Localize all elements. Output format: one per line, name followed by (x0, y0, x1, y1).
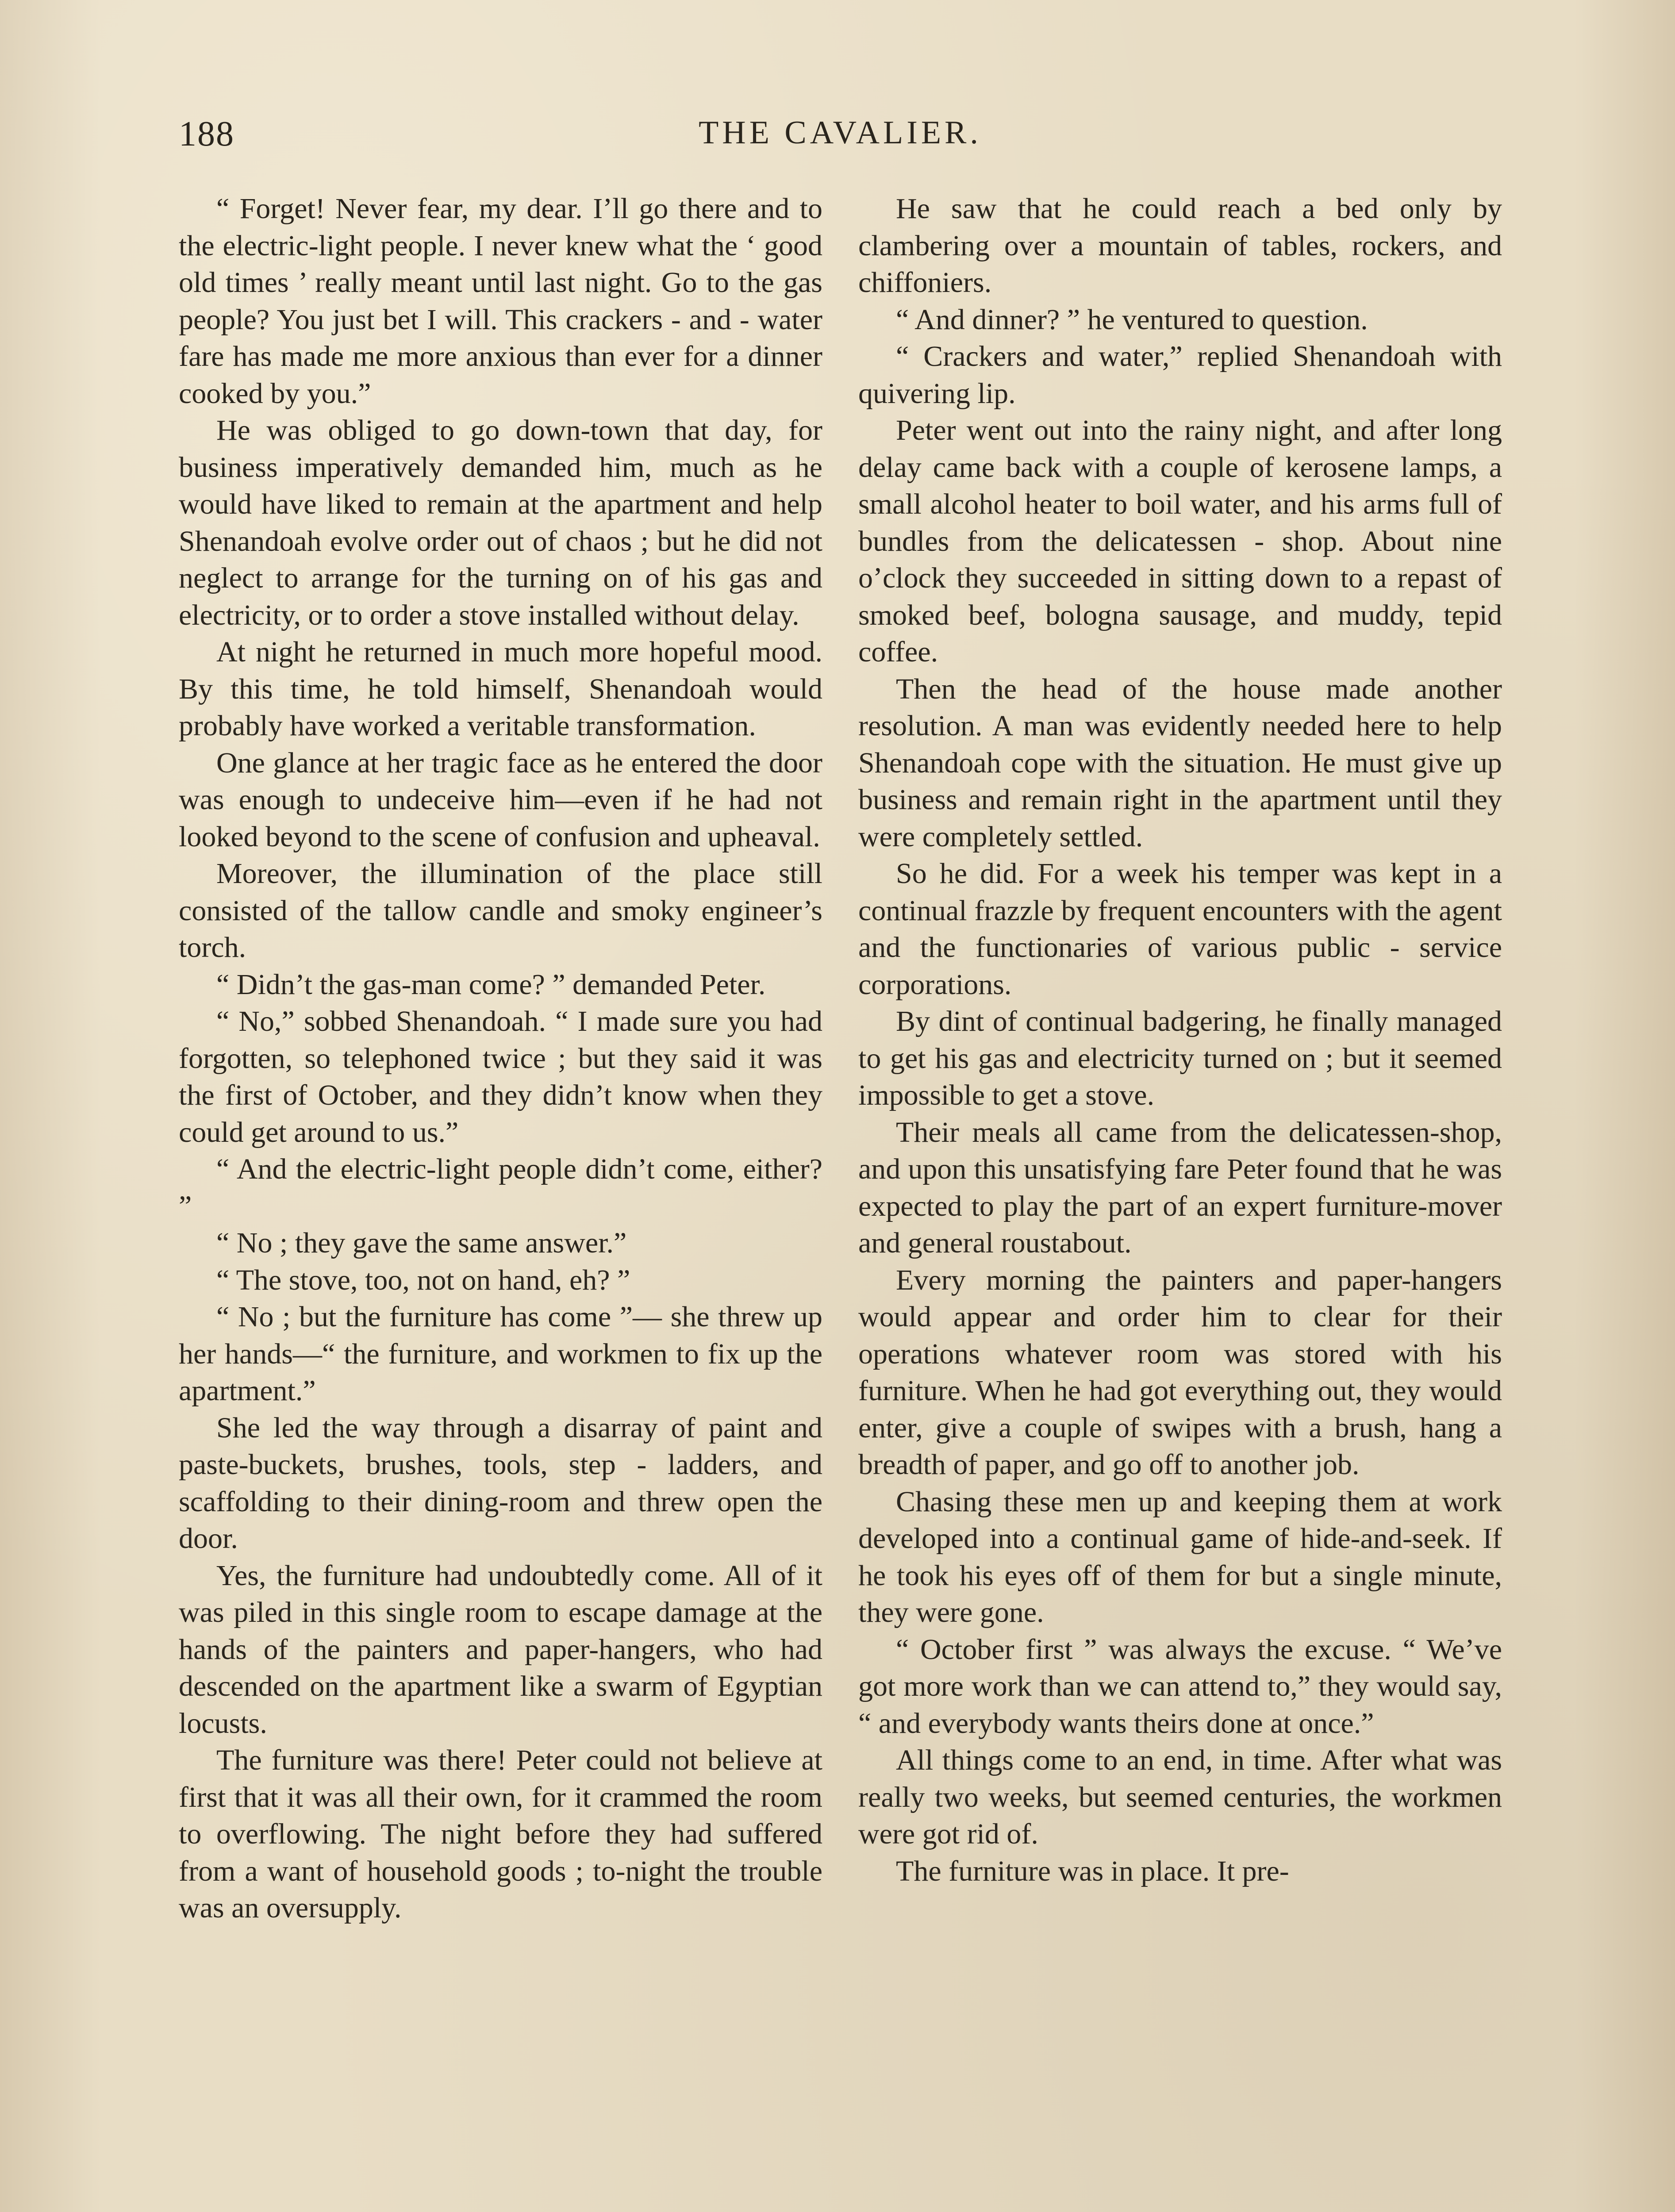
paragraph: Peter went out into the rainy night, and after long delay came back with a couple of kerosene lamps, a small alcohol heater to boil water, and his arms full of bundles from the delicatessen - shop. About nine o’clock they succeeded in sitting down to a repast of smoked beef, bologna sausage, and muddy, tepid coffee. (858, 414, 1502, 668)
paragraph: “ No ; they gave the same answer.” (216, 1227, 627, 1259)
page-header (179, 114, 1502, 167)
paragraph: All things come to an end, in time. After what was really two weeks, but seemed centuries, the workmen were got rid of. (858, 1744, 1502, 1850)
paragraph: By dint of continual badgering, he finally managed to get his gas and electricity turned on ; but it seemed impossible to get a stove. (858, 1005, 1502, 1111)
paragraph: The furniture was there! Peter could not believe at first that it was all their own, for it crammed the room to overflowing. The night before they had suffered from a want of household goods ; to-night the trouble was an oversupply. (179, 1744, 822, 1924)
paragraph: “ And the electric-light people didn’t come, either? ” (179, 1153, 822, 1222)
paragraph: Moreover, the illumination of the place still consisted of the tallow candle and smoky engineer’s torch. (179, 857, 822, 964)
paragraph: At night he returned in much more hopeful mood. By this time, he told himself, Shenandoah would probably have worked a veritable transformation. (179, 636, 822, 742)
page-number: 188 (179, 115, 234, 154)
paragraph: “ And dinner? ” he ventured to question. (896, 303, 1368, 336)
paragraph: “ October first ” was always the excuse. “ We’ve got more work than we can attend to,” they would say, “ and everybody wants theirs done at once.” (858, 1633, 1502, 1740)
paragraph: “ Crackers and water,” replied Shenandoah with quivering lip. (858, 340, 1502, 410)
paragraph: The furniture was in place. It pre- (896, 1855, 1289, 1887)
paragraph: She led the way through a disarray of paint and paste-buckets, brushes, tools, step - ladders, and scaffolding to their dining-room and threw open the door. (179, 1411, 822, 1555)
paragraph: Every morning the painters and paper-hangers would appear and order him to clear for their operations whatever room was stored with his furniture. When he had got everything out, they would enter, give a couple of swipes with a brush, hang a breadth of paper, and go off to another job. (858, 1263, 1502, 1481)
paragraph: Yes, the furniture had undoubtedly come. All of it was piled in this single room to escape damage at the hands of the painters and paper-hangers, who had descended on the apartment like a swarm of Egyptian locusts. (179, 1559, 822, 1740)
paragraph: He saw that he could reach a bed only by clambering over a mountain of tables, rockers, and chiffoniers. (858, 192, 1502, 299)
paragraph: “ Forget! Never fear, my dear. I’ll go there and to the electric-light people. I never knew what the ‘ good old times ’ really meant until last night. Go to the gas people? You just bet I will. This crackers - and - water fare has made me more anxious than ever for a dinner cooked by you.” (179, 192, 822, 410)
paragraph: Their meals all came from the delicatessen-shop, and upon this unsatisfying fare Peter found that he was expected to play the part of an expert furniture-mover and general roustabout. (858, 1116, 1502, 1259)
paragraph: “ No,” sobbed Shenandoah. “ I made sure you had forgotten, so telephoned twice ; but they said it was the first of October, and they didn’t know when they could get around to us.” (179, 1005, 822, 1148)
paragraph: So he did. For a week his temper was kept in a continual frazzle by frequent encounters with the agent and the functionaries of various public - service corporations. (858, 857, 1502, 1001)
paragraph: Chasing these men up and keeping them at work developed into a continual game of hide-and-seek. If he took his eyes off of them for but a single minute, they were gone. (858, 1485, 1502, 1628)
right-column (858, 190, 1502, 1889)
paragraph: He was obliged to go down-town that day, for business imperatively demanded him, much as he would have liked to remain at the apartment and help Shenandoah evolve order out of chaos ; but he did not neglect to arrange for the turning on of his gas and electricity, or to order a stove installed without delay. (179, 414, 822, 631)
paragraph: “ Didn’t the gas-man come? ” demanded Peter. (216, 968, 766, 1001)
paragraph: “ The stove, too, not on hand, eh? ” (216, 1263, 630, 1296)
paragraph: “ No ; but the furniture has come ”— she threw up her hands—“ the furniture, and workmen to fix up the apartment.” (179, 1301, 822, 1407)
paragraph: Then the head of the house made another resolution. A man was evidently needed here to help Shenandoah cope with the situation. He must give up business and remain right in the apartment until they were completely settled. (858, 672, 1502, 853)
paragraph: One glance at her tragic face as he entered the door was enough to undeceive him—even if he had not looked beyond to the scene of confusion and upheaval. (179, 746, 822, 853)
running-title: THE CAVALIER. (699, 115, 982, 151)
left-column (179, 190, 822, 1927)
